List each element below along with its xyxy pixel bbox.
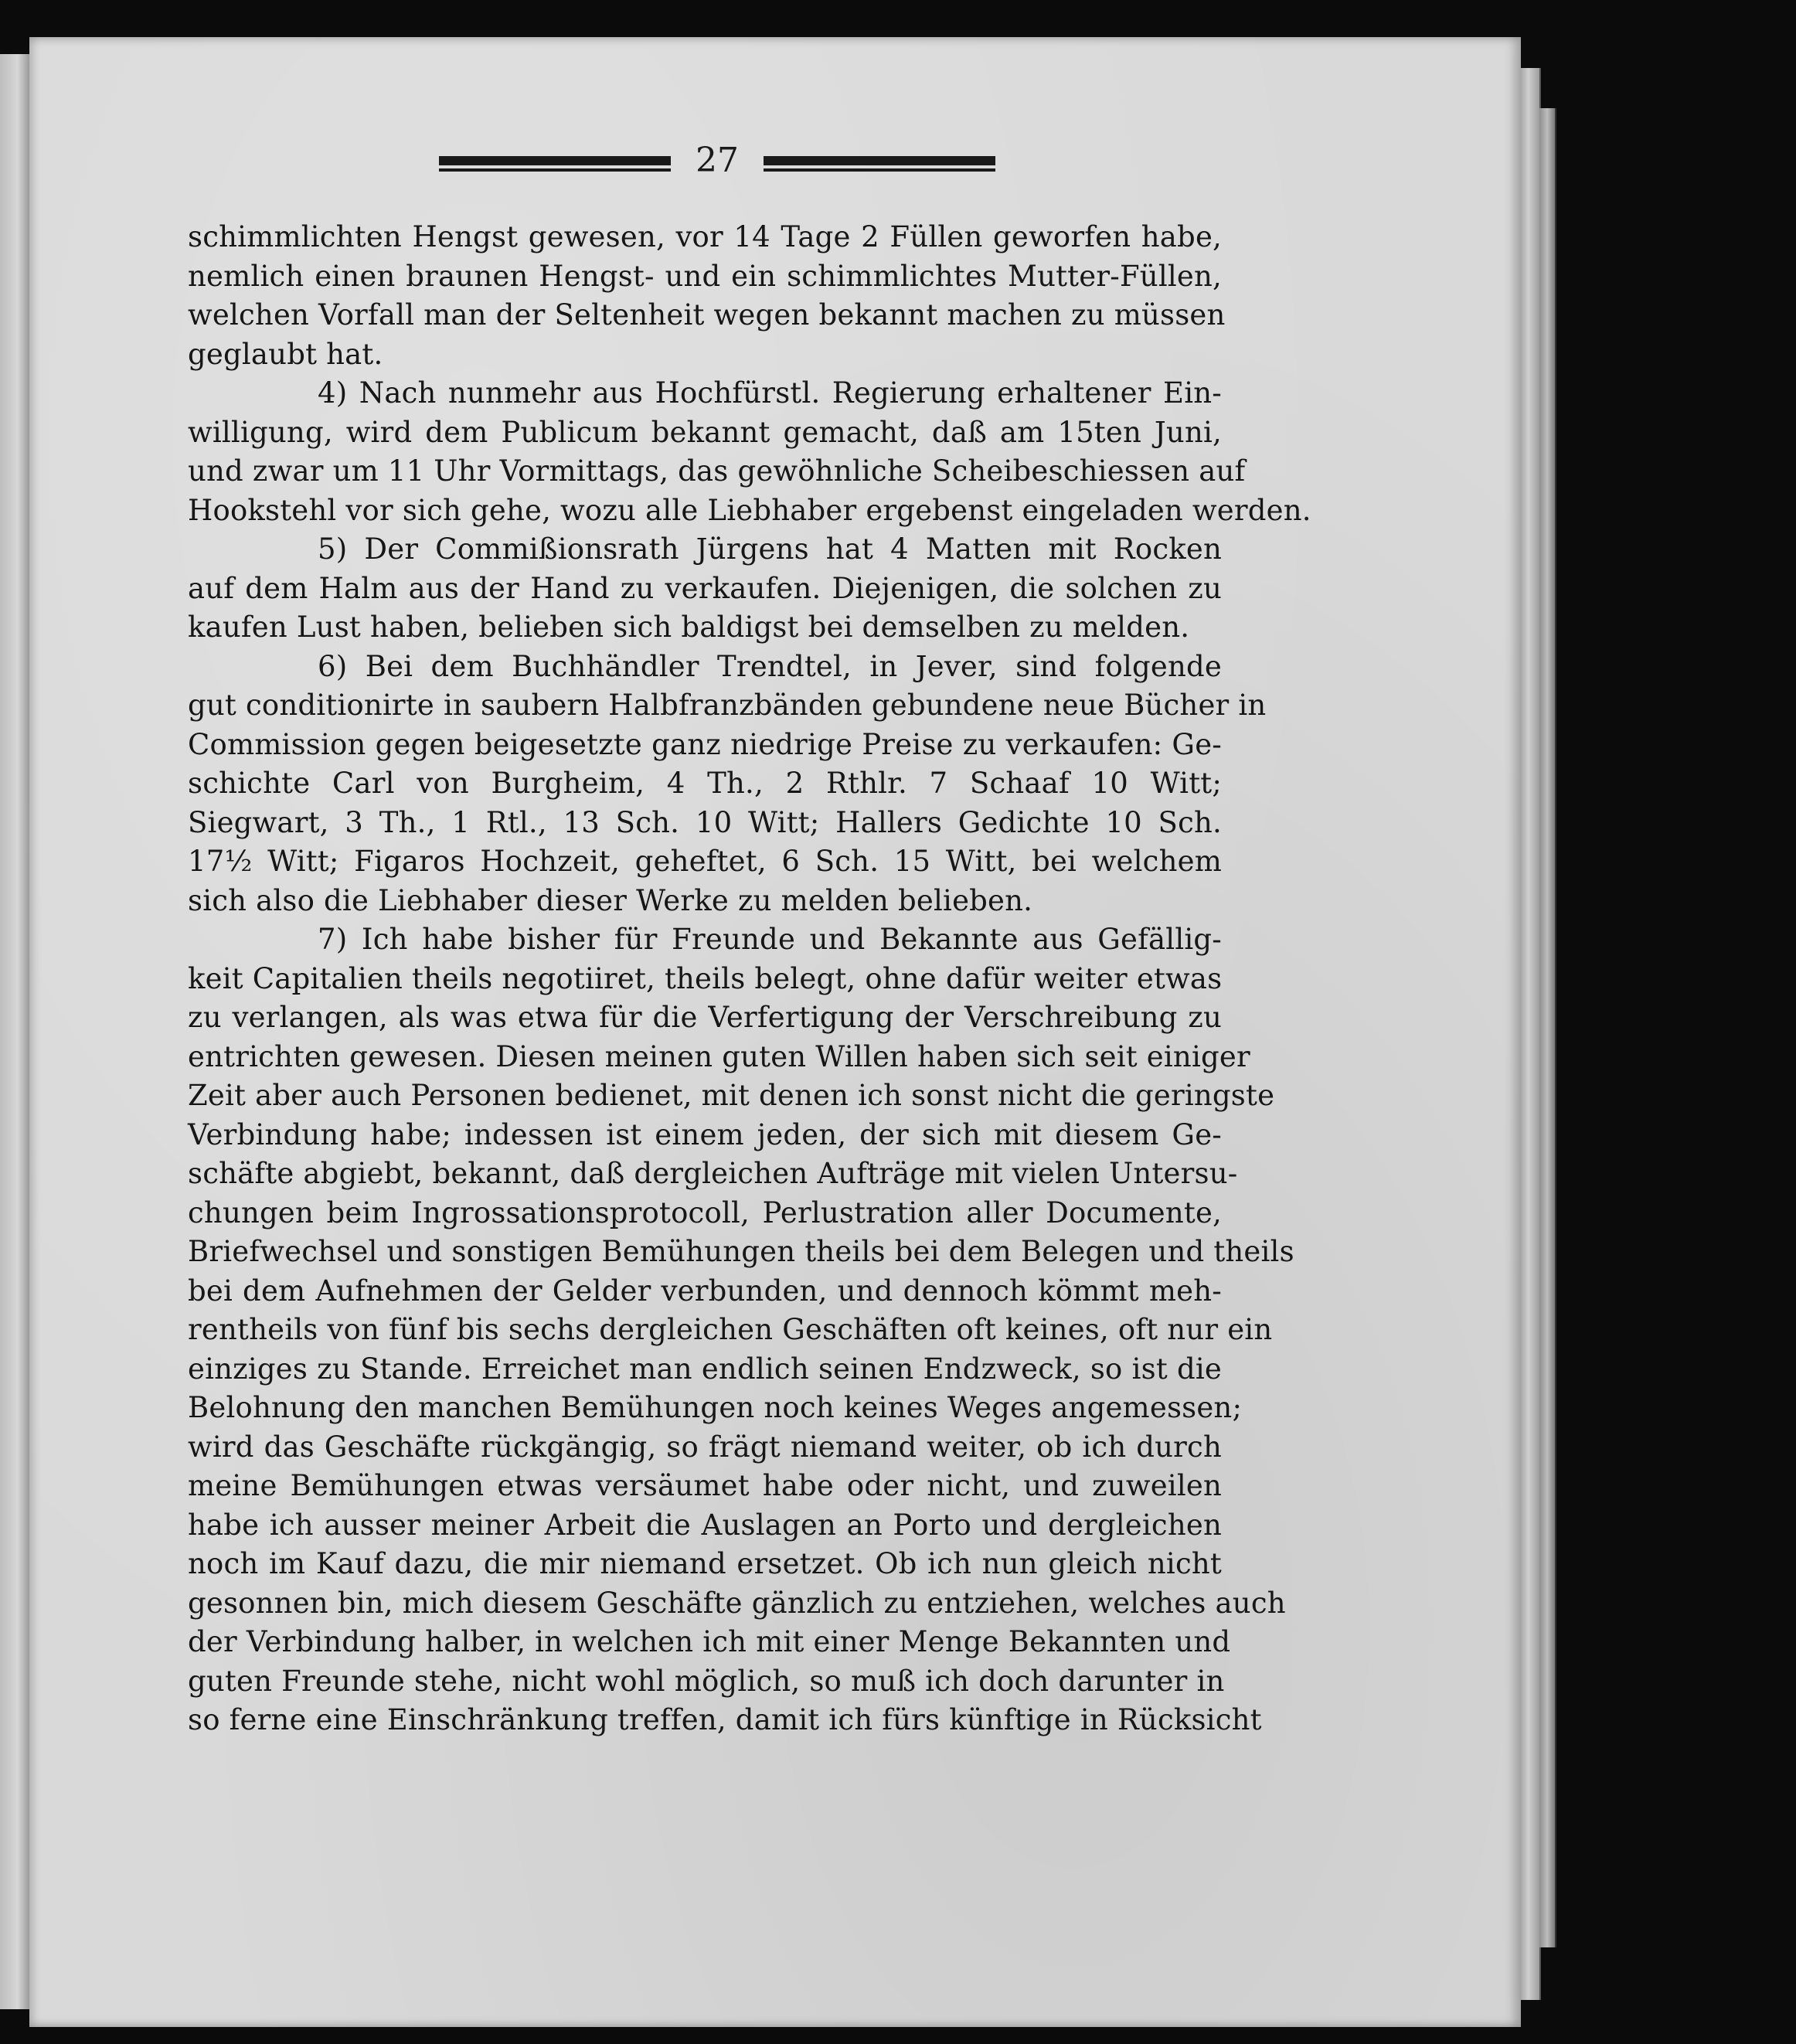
text-line: bei dem Aufnehmen der Gelder verbunden, und dennoch kömmt meh- [188, 1274, 1222, 1308]
text-line: Zeit aber auch Personen bedienet, mit denen ich sonst nicht die geringste [188, 1079, 1275, 1112]
text-line: schimmlichten Hengst gewesen, vor 14 Tage 2 Füllen geworfen habe, [188, 220, 1222, 253]
text-line: einziges zu Stande. Erreichet man endlich seinen Endzweck, so ist die [188, 1352, 1222, 1386]
text-line: 7) Ich habe bisher für Freunde und Bekannte aus Gefällig- [318, 923, 1222, 956]
page-header [439, 141, 989, 187]
text-line: zu verlangen, als was etwa für die Verfertigung der Verschreibung zu [188, 1001, 1222, 1034]
text-line: rentheils von fünf bis sechs dergleichen Geschäften oft keines, oft nur ein [188, 1313, 1273, 1346]
text-line: nemlich einen braunen Hengst- und ein schimmlichtes Mutter-Füllen, [188, 259, 1222, 293]
text-line: gut conditionirte in saubern Halbfranzbänden gebundene neue Bücher in [188, 689, 1267, 722]
text-line: guten Freunde stehe, nicht wohl möglich, so muß ich doch darunter in [188, 1664, 1225, 1698]
text-line: noch im Kauf dazu, die mir niemand ersetzet. Ob ich nun gleich nicht [188, 1547, 1222, 1580]
body-text [188, 218, 1311, 1740]
text-line: 17½ Witt; Figaros Hochzeit, geheftet, 6 Sch. 15 Witt, bei welchem [188, 845, 1222, 878]
text-line: welchen Vorfall man der Seltenheit wegen bekannt machen zu müssen [188, 298, 1226, 332]
header-rule-left [439, 156, 671, 173]
text-line: und zwar um 11 Uhr Vormittags, das gewöhnliche Scheibeschiessen auf [188, 454, 1246, 488]
page-number: 27 [696, 141, 739, 180]
text-line: Briefwechsel und sonstigen Bemühungen theils bei dem Belegen und theils [188, 1235, 1294, 1268]
text-line: wird das Geschäfte rückgängig, so frägt niemand weiter, ob ich durch [188, 1430, 1222, 1464]
text-line: Belohnung den manchen Bemühungen noch keines Weges angemessen; [188, 1391, 1243, 1424]
text-line: so ferne eine Einschränkung treffen, damit ich fürs künftige in Rücksicht [188, 1703, 1262, 1736]
text-line: 5) Der Commißionsrath Jürgens hat 4 Matten mit Rocken [318, 532, 1222, 566]
text-line: willigung, wird dem Publicum bekannt gemacht, daß am 15ten Juni, [188, 415, 1222, 449]
text-line: keit Capitalien theils negotiiret, theils belegt, ohne dafür weiter etwas [188, 961, 1223, 995]
text-line: habe ich ausser meiner Arbeit die Auslagen an Porto und dergleichen [188, 1508, 1222, 1542]
text-line: 6) Bei dem Buchhändler Trendtel, in Jever, sind folgende [318, 649, 1222, 683]
page-stack-edge [1521, 68, 1541, 2000]
text-line: Siegwart, 3 Th., 1 Rtl., 13 Sch. 10 Witt; Hallers Gedichte 10 Sch. [188, 805, 1222, 839]
text-line: gesonnen bin, mich diesem Geschäfte gänzlich zu entziehen, welches auch [188, 1586, 1286, 1620]
text-line: entrichten gewesen. Diesen meinen guten Willen haben sich seit einiger [188, 1039, 1250, 1073]
text-line: meine Bemühungen etwas versäumet habe oder nicht, und zuweilen [188, 1469, 1222, 1502]
previous-page-edge [0, 54, 32, 2009]
text-line: chungen beim Ingrossationsprotocoll, Perlustration aller Documente, [188, 1195, 1222, 1229]
text-line: Verbindung habe; indessen ist einem jeden, der sich mit diesem Ge- [188, 1117, 1222, 1151]
text-line: 4) Nach nunmehr aus Hochfürstl. Regierung erhaltener Ein- [318, 376, 1222, 410]
text-line: der Verbindung halber, in welchen ich mit einer Menge Bekannten und [188, 1625, 1231, 1658]
text-line: schichte Carl von Burgheim, 4 Th., 2 Rthlr. 7 Schaaf 10 Witt; [188, 767, 1222, 800]
text-line: sich also die Liebhaber dieser Werke zu melden belieben. [188, 883, 1033, 917]
page-stack-edge-outer [1539, 108, 1556, 1947]
text-line: auf dem Halm aus der Hand zu verkaufen. Diejenigen, die solchen zu [188, 571, 1222, 605]
text-line: Hookstehl vor sich gehe, wozu alle Liebhaber ergebenst eingeladen werden. [188, 493, 1311, 527]
text-line: kaufen Lust haben, belieben sich baldigst bei demselben zu melden. [188, 610, 1190, 644]
header-rule-right [764, 156, 995, 173]
text-line: geglaubt hat. [188, 337, 383, 371]
text-line: Commission gegen beigesetzte ganz niedrige Preise zu verkaufen: Ge- [188, 727, 1222, 761]
text-line: schäfte abgiebt, bekannt, daß dergleichen Aufträge mit vielen Untersu- [188, 1157, 1238, 1190]
